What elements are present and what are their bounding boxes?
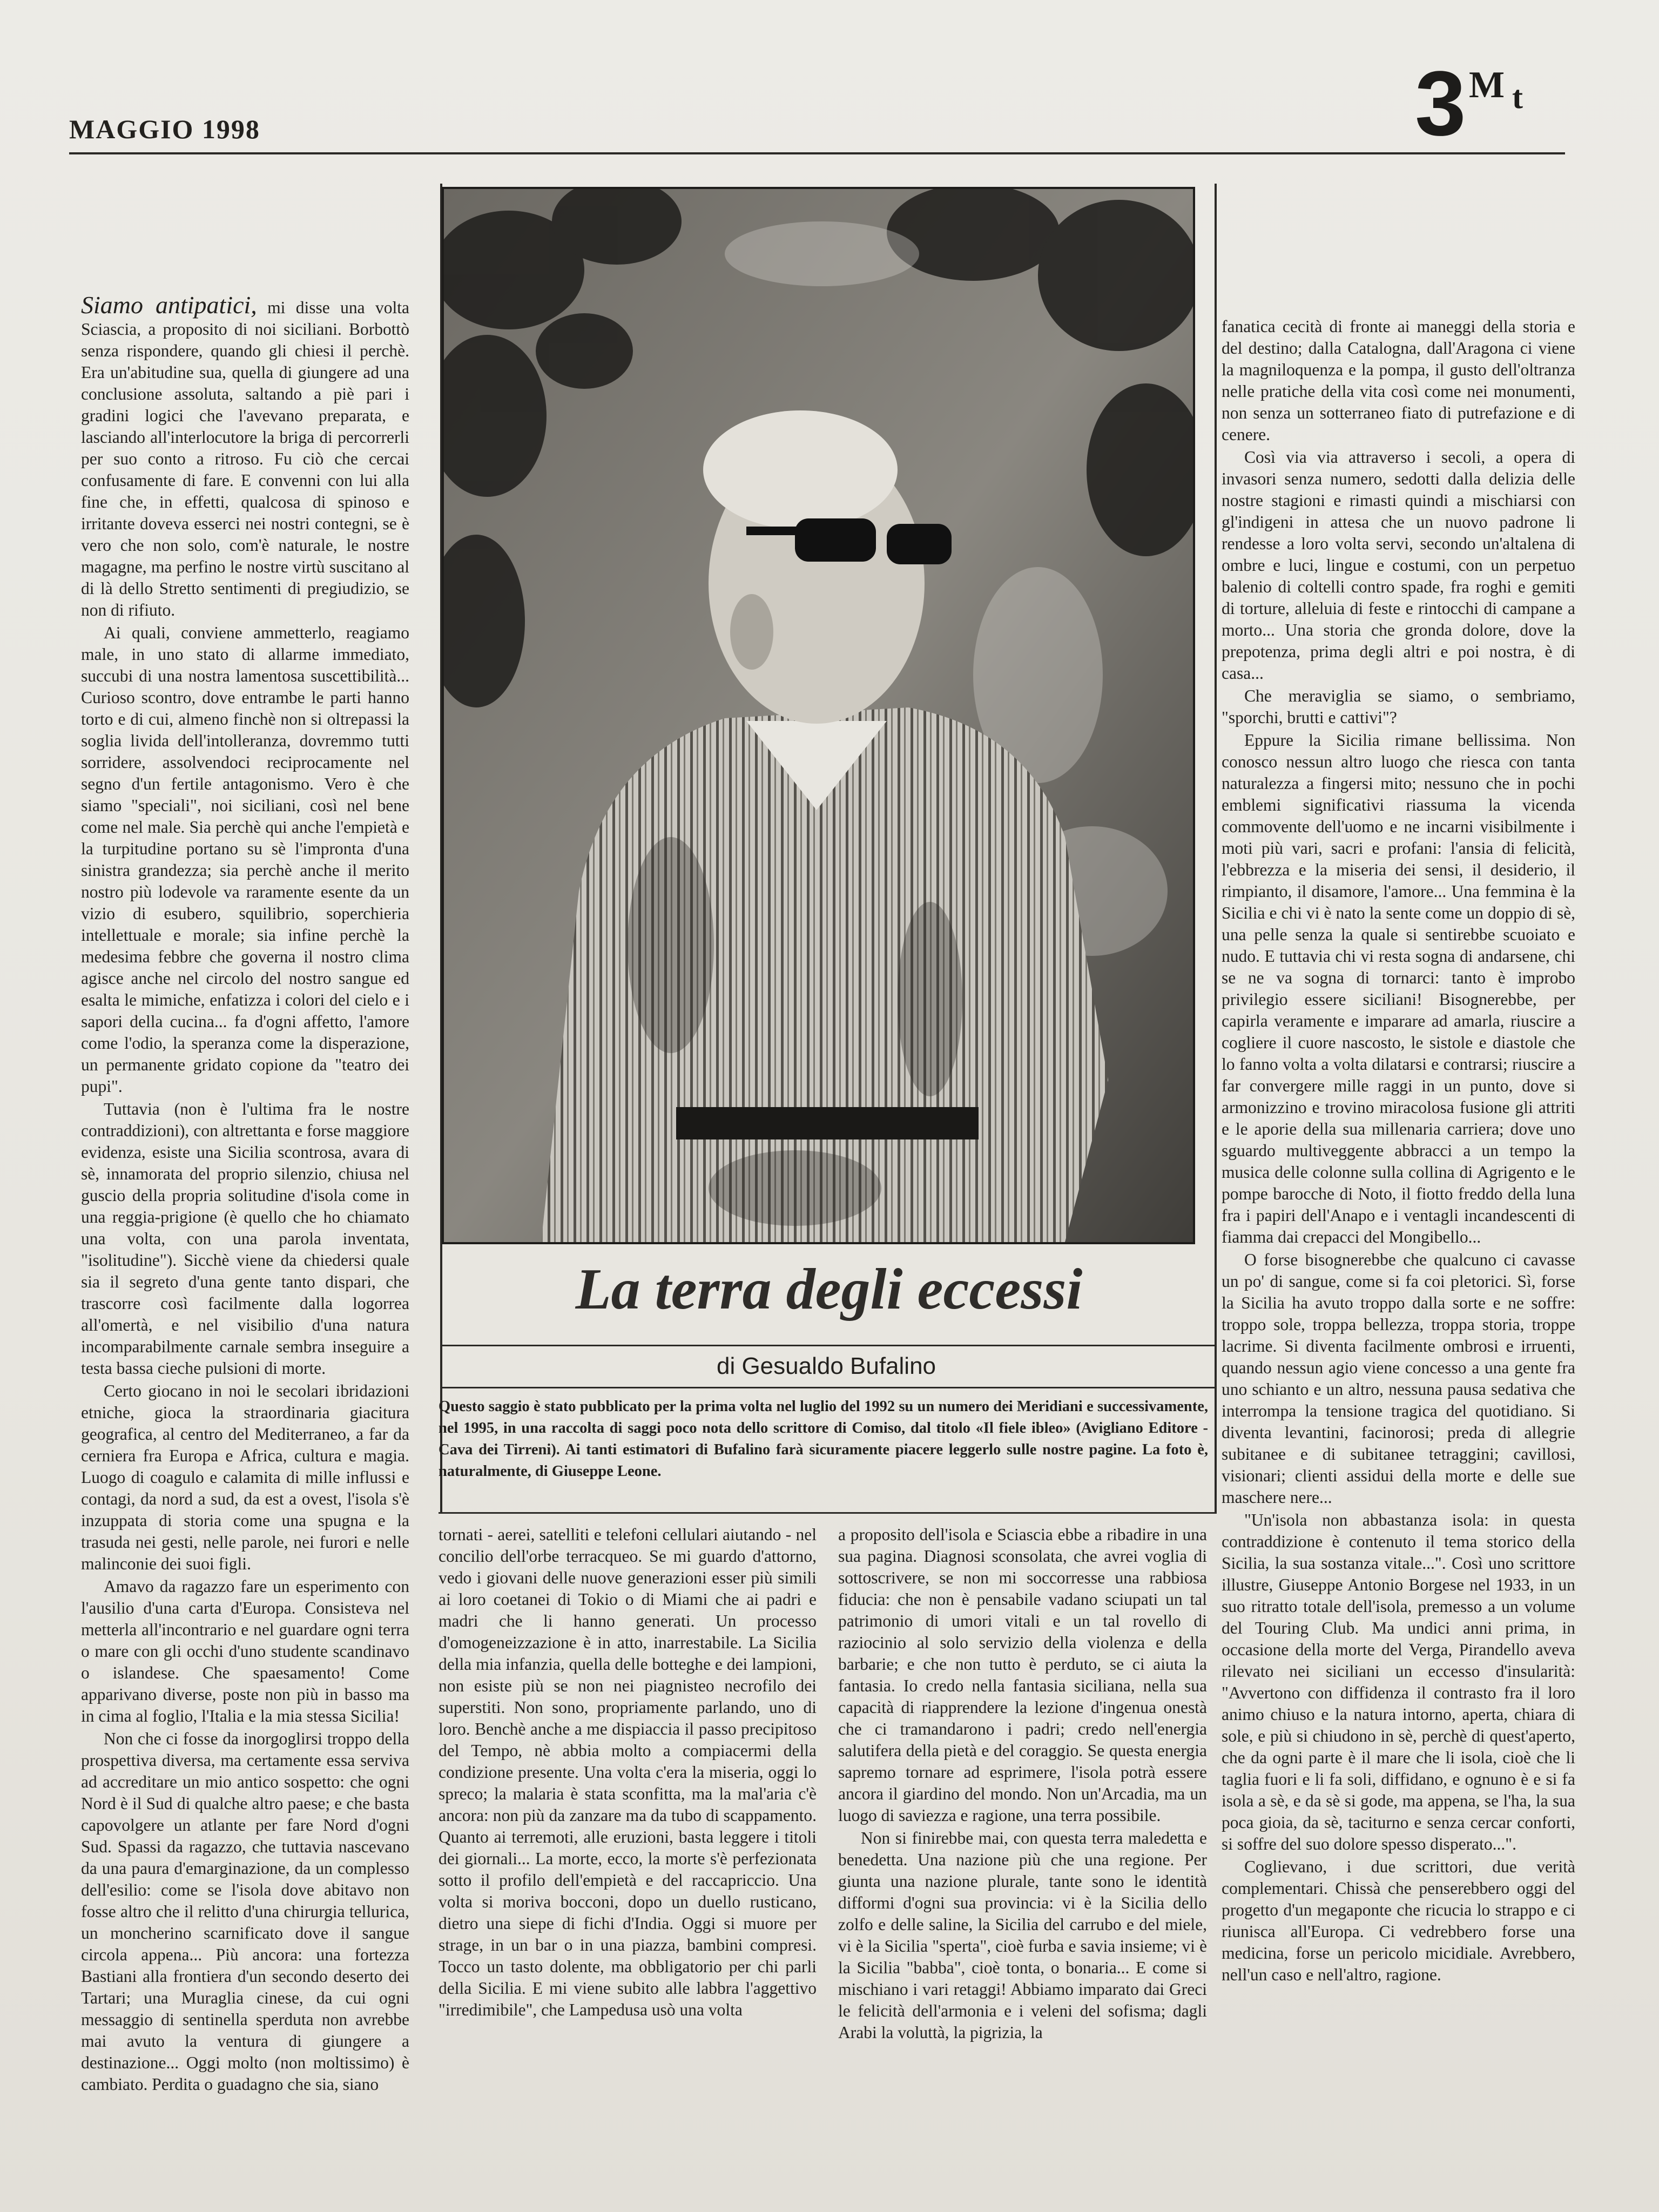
paragraph: tornati - aerei, satelliti e telefoni cellulari aiutando - nel concilio dell'orbe terracqueo. Se mi guardo d'attorno, vedo i giovani delle nuove generazioni esser più simili ai loro coetanei di Tokio o di Miami che ai padri e madri che li hanno generati. Un processo d'omogeneizzazione è in atto, inarrestabile. La Sicilia della mia infanzia, quella delle botteghe e dei lampioni, non esiste più se non nei piagnisteo necrofilo dei superstiti. Non sono, propriamente parlando, uno di loro. Benchè anche a me dispiaccia il passo precipitoso del Tempo, nè abbia molto a compiacermi della condizione presente. Una volta c'era la miseria, oggi lo spreco; la malaria è stata sconfitta, ma la mal'aria c'è ancora: non più da zanzare ma da tubo di scappamento. Quanto ai terremoti, alle eruzioni, basta leggere i titoli dei giornali... La morte, ecco, la morte s'è perfezionata sotto il profilo dell'empietà e del raccapriccio. Una volta si moriva bocconi, dopo un duello rusticano, dietro una siepe di fichi d'India. Oggi si muore per strage, in un bar o in una piazza, bambini compresi. Tocco un tasto dolente, ma obbligatorio per chi parli della Sicilia. E mi viene subito alle labbra l'aggettivo "irredimibile", che Lampedusa usò una volta — [439, 1525, 817, 2019]
text-column-3 — [838, 1524, 1207, 2045]
paragraph: Eppure la Sicilia rimane bellissima. Non conosco nessun altro luogo che riesca con tanta naturalezza a fingersi mito; nessuno che in pochi emblemi significativi riassuma la vicenda commovente dell'uomo e ne incarni visibilmente i moti più vari, sacri e profani: l'ansia di felicità, l'ebbrezza e la miseria dei sensi, il desiderio, il rimpianto, il disamore, l'amore... Una femmina è la Sicilia e chi vi è nato la sente come un doppio di sè, una pelle senza la quale si sentirebbe scuoiato e nudo. E tuttavia chi vi resta sogna di andarsene, chi se ne va sogna di tornarci: tanto è improbo privilegio essere siciliani! Bisognerebbe, per capirla veramente e imparare ad amarla, riuscire a cogliere il cuore nascosto, le sistole e diastole che lo fanno volta a volta dilatarsi e contrarsi; riuscire a far convergere mille raggi in un punto, dove si armonizzino e trovino miracolosa fusione gli attriti e le aporie della sua millenaria carriera; dove uno sguardo multiveggente abbracci a un tempo la musica delle colonne sulla collina di Agrigento e le pompe barocche di Noto, il fiotto freddo della luna fra i papiri dell'Anapo e i ventagli incandescenti di fiamma dai crepacci del Mongibello... — [1222, 731, 1575, 1246]
paragraph: Amavo da ragazzo fare un esperimento con l'ausilio d'una carta d'Europa. Consisteva nel metterla all'incontrario e nel guardare ogni terra o mare con gli occhi d'uno studente scandinavo o islandese. Che spaesamento! Come apparivano diverse, poste non più in basso ma in cima al foglio, l'Italia e la mia stessa Sicilia! — [81, 1577, 409, 1725]
text-column-1 — [81, 291, 409, 2096]
svg-text:3: 3 — [1415, 54, 1466, 146]
byline-rule — [440, 1387, 1216, 1388]
svg-text:t: t — [1512, 79, 1523, 115]
paragraph: a proposito dell'isola e Sciascia ebbe a ribadire in una sua pagina. Diagnosi sconsolata, che avrei voglia di sottoscrivere, se non mi soccorresse una rabbiosa fiducia: che non è pensabile vadano sciupati un tal patrimonio di umori vitali e un tal rovello di raziocinio al solo servizio della violenza e della barbarie; e che non tutto è perduto, se ci aiuta la fantasia. Io credo nella fantasia siciliana, nella sua capacità di riapprendere la lezione d'ingenua onestà che ci tramandarono i padri; credo nell'energia salutifera della pietà e del coraggio. Se questa energia sapremo tornare ad esprimere, l'isola potrà essere ancora il giardino del mondo. Non un'Arcadia, ma un luogo di saviezza e ragione, una terra possibile. — [838, 1525, 1207, 1825]
opening-words: Siamo antipatici, — [81, 291, 257, 319]
paragraph: Certo giocano in noi le secolari ibridazioni etniche, gioca la straordinaria giacitura geografica, al centro del Mediterraneo, a far da cerniera fra Europa e Africa, cultura e magia. Luogo di coagulo e calamita di mille influssi e contagi, da nord a sud, da est a ovest, l'isola s'è inzuppata di storia come una spugna e la trasuda nei gesti, nelle parole, nei furori e nelle malinconie dei suoi figli. — [81, 1381, 409, 1573]
paragraph: Non che ci fosse da inorgoglirsi troppo della prospettiva diversa, ma certamente essa serviva ad accreditare un mio antico sospetto: che ogni Nord è il Sud di qualche altro paese; e che basta capovolgere un atlante per fare Nord d'ogni Sud. Spassi da ragazzo, che tuttavia nascevano da una paura d'emarginazione, da un complesso dell'esilio: come se l'isola dove abitavo non fosse altro che il relitto d'una chirurgia tellurica, un moncherino scarnificato dove il sangue circola appena... Più ancora: una fortezza Bastiani alla frontiera d'un secondo deserto dei Tartari; una Muraglia cinese, da cui ogni messaggio di sentinella sperduta non avrebbe mai avuto la ventura di giungere a destinazione... Oggi molto (non moltissimo) è cambiato. Perdita o guadagno che sia, siano — [81, 1729, 409, 2094]
intro-rule — [439, 1512, 1215, 1514]
paragraph: Non si finirebbe mai, con questa terra maledetta e benedetta. Una nazione più che una regione. Per giunta una nazione plurale, tante sono le identità difformi d'ogni sua provincia: vi è la Sicilia dello zolfo e delle saline, la Sicilia del carrubo e del miele, vi è la Sicilia "sperta", cioè furba e savia insieme; vi è la Sicilia "babba", cioè tonta, o bonaria... E come si mischiano i vari retaggi! Abbiamo imparato dai Greci le felicità dell'armonia e i veleni del sofisma; dagli Arabi la voluttà, la pigrizia, la — [838, 1829, 1207, 2042]
paragraph: Ai quali, conviene ammetterlo, reagiamo male, in uno stato di allarme immediato, succubi di una nostra lamentosa suscettibilità... Curioso scontro, dove entrambe le parti hanno torto e di cui, almeno finchè non si oltrepassi la soglia livida dell'intolleranza, dovremmo tutti sorridere, assolvendoci reciprocamente nel segno d'un fertile antagonismo. Vero è che siamo "speciali", noi siciliani, così nel bene come nel male. Sia perchè qui anche l'empietà e la turpitudine portano su sè l'impronta d'una sinistra grandezza; sia perchè anche il merito nostro più lodevole va raramente esente da un vizio di esubero, squilibrio, soperchieria intellettuale e morale; sia infine perchè la medesima febbre che governa il nostro clima agisce anche nel circolo del nostro sangue ed esalta le mimiche, enfatizza i colori del cielo e i sapori della cucina... fa d'ogni affetto, l'amore come l'odio, la speranza come la disperazione, un permanente gridato copione da "teatro dei pupi". — [81, 623, 409, 1096]
article-title: La terra degli eccessi — [575, 1257, 1083, 1321]
paragraph: Tuttavia (non è l'ultima fra le nostre contraddizioni), con altrettanta e forse maggiore evidenza, esiste una Sicilia scontrosa, avara di sè, innamorata del proprio silenzio, chiusa nel guscio della propria solitudine d'isola come in una reggia-prigione (è quello che ho chiamato una volta, con una parola inventata, "isolitudine"). Sicchè viene da chiedersi quale sia il segreto d'una gente tanto dispari, che trascorre così facilmente dalla logorrea all'omertà, e nel visibilio d'una natura incomparabilmente carnale sembra inseguire a testa bassa cieche pulsioni di morte. — [81, 1100, 409, 1378]
paragraph: Che meraviglia se siamo, o sembriamo, "sporchi, brutti e cattivi"? — [1222, 686, 1575, 727]
author-byline: di Gesualdo Bufalino — [716, 1353, 936, 1379]
issue-date: MAGGIO 1998 — [69, 114, 260, 144]
text-column-2 — [439, 1524, 817, 2022]
paragraph: Coglievano, i due scrittori, due verità complementari. Chissà che penserebbero oggi del progetto d'un megaponte che ricucia lo strappo e ci riunisca all'Europa. Ci vedrebbero forse una medicina, forse un pericolo micidiale. Avrebbero, nell'un caso e nell'altro, ragione. — [1222, 1857, 1575, 1984]
editorial-intro: Questo saggio è stato pubblicato per la prima volta nel luglio del 1992 su un numero dei Meridiani e successivamente, nel 1995, in una raccolta di saggi poco nota dello scrittore di Comiso, dal titolo «Il fiele ibleo» (Avigliano Editore - Cava dei Tirreni). Ai tanti estimatori di Bufalino farà sicuramente piacere leggerlo sulle nostre pagine. La foto è, naturalmente, di Giuseppe Leone. — [439, 1398, 1208, 1480]
paragraph: fanatica cecità di fronte ai maneggi della storia e del destino; dalla Catalogna, dall'Aragona ci viene la magniloquenza e la pompa, il gusto dell'oltranza nelle pratiche della vita così come nei monumenti, non senza un sotterraneo fiato di putrefazione e di cenere. — [1222, 317, 1575, 444]
header-rule — [69, 152, 1565, 154]
text-column-4 — [1222, 316, 1575, 1987]
portrait-photo — [442, 187, 1195, 1244]
svg-text:M: M — [1469, 64, 1505, 106]
paragraph: "Un'isola non abbastanza isola: in questa contraddizione è contenuto il tema storico della Sicilia, la sua sostanza vitale...". Così uno scrittore illustre, Giuseppe Antonio Borgese nel 1933, in un suo ritratto totale dell'isola, premesso a un volume del Touring Club. Ma undici anni prima, in occasione della morte del Verga, Pirandello aveva rilevato nei siciliani un eccesso d'insularità: "Avvertono con diffidenza il contrasto fra il loro animo chiuso e la natura intorno, aperta, chiara di sole, e più si chiudono in sè, perchè di quest'aperto, che da ogni parte è il mare che li isola, cioè che li taglia fuori e li fa soli, diffidano, e ognuno è e si fa isola a sè, e da sè si gode, ma appena, se l'ha, la sua poca gioia, da sè, taciturno e senza cercar conforti, si soffre del suo dolore spesso disperato...". — [1222, 1510, 1575, 1853]
paragraph: Siamo antipatici, mi disse una volta Sciascia, a proposito di noi siciliani. Borbottò senza rispondere, quando gli chiesi il perchè. Era un'abitudine sua, quella di giungere ad una conclusione assoluta, saltando a piè pari i gradini logici che l'avevano preparata, e lasciando all'interlocutore la briga di percorrerli per suo conto a ritroso. Fu ciò che cercai confusamente di fare. E convenni con lui alla fine che, in effetti, qualcosa di spinoso e irritante doveva esserci nei nostri contegni, se è vero che non solo, com'è naturale, le nostre magagne, ma perfino le nostre virtù suscitano al di là dello Stretto sentimenti di pregiudizio, se non di rifiuto. — [81, 291, 409, 619]
paragraph: O forse bisognerebbe che qualcuno ci cavasse un po' di sangue, come si fa coi pletorici. Sì, forse la Sicilia ha avuto troppo dalla sorte e ne soffre: troppo sole, troppa bellezza, troppa storia, troppe lacrime. Si diventa facilmente ombrosi e irruenti, quando nessun agio viene concesso a una gente fra uno schianto e un altro, nessuna pausa sedativa che interrompa la tensione tragica del quotidiano. Si diventa levantini, facinorosi; preda di allegrie subitanee e di subitanee tetraggini; cavillosi, visionari; clienti assidui della morte e delle sue maschere nere... — [1222, 1250, 1575, 1507]
paragraph: Così via via attraverso i secoli, a opera di invasori senza numero, sedotti dalla delizia delle nostre stagioni e rimasti quindi a mischiarsi con gl'indigeni in attesa che un nuovo padrone li rendesse a loro volta servi, secondo un'altalena di ombre e luci, lingue e costumi, con un perpetuo balenio di coltelli contro spade, fra roghi e gemiti di torture, alleluia di feste e rintocchi di campane a morto... Una storia che gronda dolore, dove la prepotenza, prima degli altri e poi nostra, è di casa... — [1222, 448, 1575, 683]
title-rule — [440, 1345, 1216, 1346]
magazine-logo — [1415, 54, 1572, 146]
